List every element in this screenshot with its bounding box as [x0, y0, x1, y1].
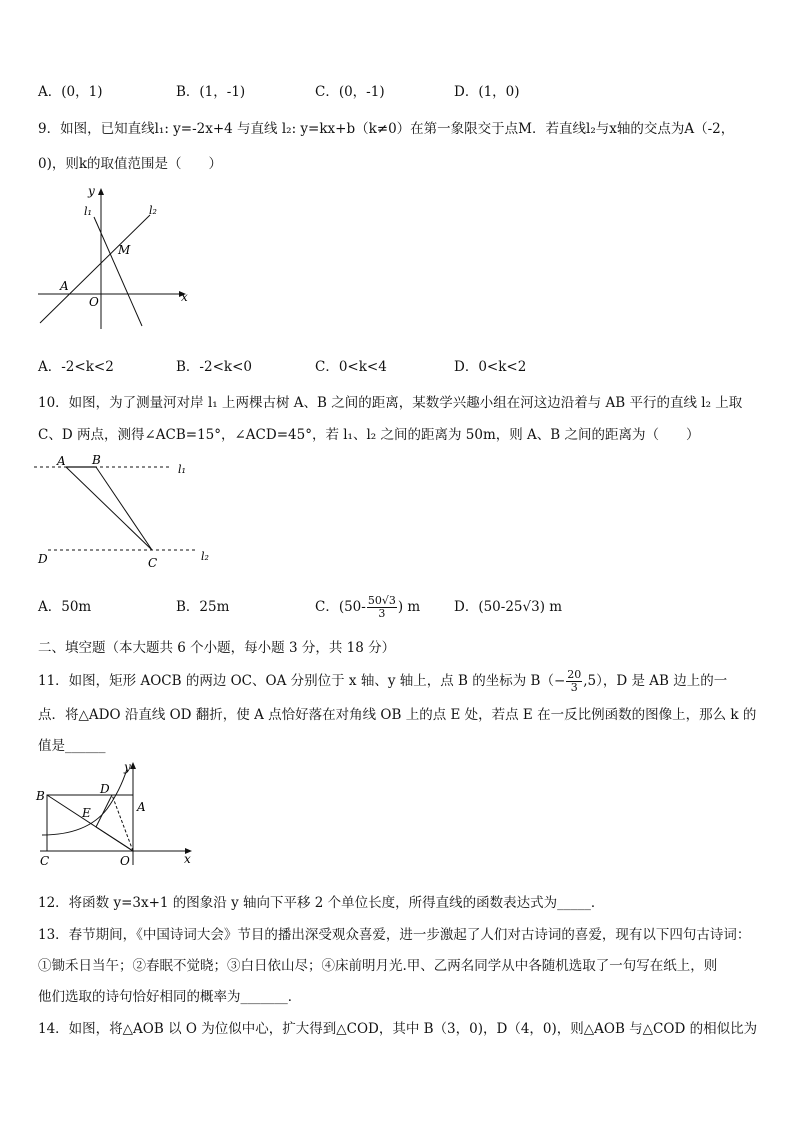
q9-option-d: D．0<k<2: [454, 359, 527, 375]
q8-option-d: D．(1，0): [454, 84, 520, 100]
q11-fraction-numerator: 20: [567, 668, 582, 681]
q10-option-b: B．25m: [176, 599, 230, 615]
q11-fig-label-O: O: [120, 854, 130, 868]
q11-fig-label-y: y: [124, 760, 131, 774]
q9-stem-line-2: 0)，则k的取值范围是（ ）: [38, 156, 223, 172]
q11-fig-label-D: D: [100, 782, 110, 796]
q9-fig-label-l2: l₂: [149, 204, 157, 217]
q11-fig-label-A: A: [137, 800, 146, 814]
q11-fig-label-B: B: [36, 789, 45, 803]
q11-fig-label-E: E: [82, 806, 91, 820]
q11-figure: [32, 757, 202, 872]
q8-option-c: C．(0，-1): [315, 84, 385, 100]
q9-fig-label-l1: l₁: [84, 205, 92, 218]
q9-figure: [32, 183, 192, 333]
q11-fig-label-C: C: [40, 854, 50, 868]
q10-option-c-prefix: C．(50-: [315, 599, 366, 615]
q10-option-c-denominator: 3: [378, 607, 386, 620]
q11-coordinate-fraction: [566, 669, 582, 694]
q13-stem-line-3: 他们选取的诗句恰好相同的概率为_______．: [38, 989, 302, 1005]
q9-fig-label-O: O: [89, 295, 99, 309]
q9-fig-label-A: A: [60, 279, 69, 293]
q8-option-b: B．(1，-1): [176, 84, 246, 100]
q10-fig-label-l2: l₂: [201, 550, 209, 563]
q10-option-c-numerator: 50√3: [367, 594, 396, 607]
q9-stem-line-1: 9．如图，已知直线l₁: y=-2x+4 与直线 l₂: y=kx+b（k≠0）在第一象限交于点M．若直线l₂与x轴的交点为A（-2，: [38, 121, 735, 137]
q13-stem-line-2: ①锄禾日当午；②春眠不觉晓；③白日依山尽；④床前明月光.甲、乙两名同学从中各随机选取了一句写在纸上，则: [38, 958, 718, 974]
q10-fig-label-l1: l₁: [178, 463, 186, 476]
q10-option-c: [315, 590, 420, 624]
q10-figure: [32, 450, 222, 575]
q13-stem-line-1: 13．春节期间，《中国诗词大会》节目的播出深受观众喜爱，进一步激起了人们对古诗词的喜爱，现有以下四句古诗词：: [38, 927, 751, 943]
q10-fig-label-C: C: [148, 556, 158, 570]
q11-stem-line-2: 点．将△ADO 沿直线 OD 翻折，使 A 点恰好落在对角线 OB 上的点 E 处，若点 E 在一反比例函数的图像上，那么 k 的: [38, 707, 757, 723]
q11-stem-line-1-suffix: ,5），D 是 AB 边上的一: [583, 673, 728, 689]
q10-option-a: A．50m: [38, 599, 92, 615]
q9-fig-label-M: M: [118, 243, 131, 257]
q10-option-d: D．(50-25√3) m: [454, 599, 563, 615]
q9-option-c: C．0<k<4: [315, 359, 387, 375]
q9-option-a: A．-2<k<2: [38, 359, 114, 375]
q9-option-b: B．-2<k<0: [176, 359, 252, 375]
q10-fig-label-D: D: [38, 552, 48, 566]
q11-stem-line-1: [38, 664, 727, 698]
q9-fig-label-y: y: [88, 184, 95, 198]
q10-fig-label-B: B: [92, 453, 101, 467]
q10-stem-line-2: C、D 两点，测得∠ACB=15°，∠ACD=45°，若 l₁、l₂ 之间的距离为 50m，则 A、B 之间的距离为（ ）: [38, 427, 700, 443]
q10-option-c-suffix: ) m: [397, 599, 421, 615]
q11-fig-label-x: x: [184, 852, 191, 866]
q11-fraction-denominator: 3: [570, 681, 578, 694]
q10-option-c-fraction: [367, 595, 397, 620]
q10-fig-label-A: A: [57, 454, 66, 468]
q9-fig-label-x: x: [181, 290, 188, 304]
q11-stem-line-3: 值是______: [38, 738, 106, 754]
q11-stem-line-1-prefix: 11．如图，矩形 AOCB 的两边 OC、OA 分别位于 x 轴、y 轴上，点 B 的坐标为 B（−: [38, 673, 566, 689]
q8-option-a: A．(0，1): [38, 84, 103, 100]
q10-stem-line-1: 10．如图，为了测量河对岸 l₁ 上两棵古树 A、B 之间的距离，某数学兴趣小组在河这边沿着与 AB 平行的直线 l₂ 上取: [38, 395, 743, 411]
q12-stem-line-1: 12．将函数 y=3x+1 的图象沿 y 轴向下平移 2 个单位长度，所得直线的函数表达式为_____．: [38, 895, 605, 911]
q14-stem-line-1: 14．如图，将△AOB 以 O 为位似中心，扩大得到△COD，其中 B（3，0)，D（4，0)，则△AOB 与△COD 的相似比为: [38, 1021, 758, 1037]
section-2-heading: 二、填空题（本大题共 6 个小题，每小题 3 分，共 18 分）: [38, 640, 396, 656]
